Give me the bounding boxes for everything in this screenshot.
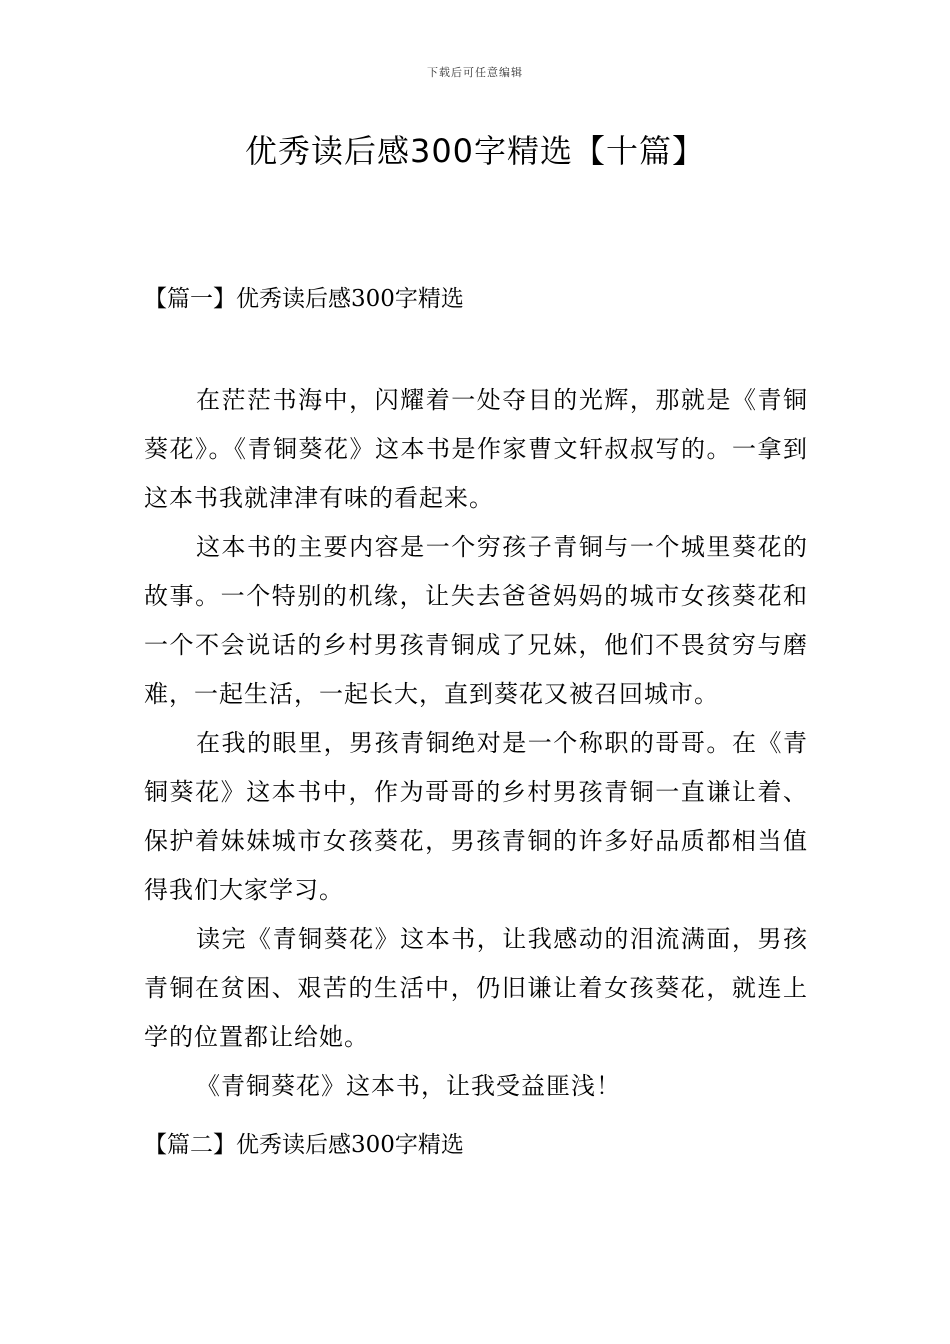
document-title: 优秀读后感300字精选【十篇】	[244, 132, 706, 170]
paragraph-3: 在我的眼里，男孩青铜绝对是一个称职的哥哥。在《青铜葵花》这本书中，作为哥哥的乡村男孩青铜一直谦让着、保护着妹妹城市女孩葵花，男孩青铜的许多好品质都相当值得我们大家学习。	[144, 729, 808, 904]
paragraph-2: 这本书的主要内容是一个穷孩子青铜与一个城里葵花的故事。一个特别的机缘，让失去爸爸妈妈的城市女孩葵花和一个不会说话的乡村男孩青铜成了兄妹，他们不畏贫穷与磨难，一起生活，一起长大，直到葵花又被召回城市。	[144, 533, 808, 708]
paragraph-5: 《青铜葵花》这本书，让我受益匪浅！	[196, 1072, 621, 1100]
header-note: 下载后可任意编辑	[427, 66, 523, 79]
section-heading-2: 【篇二】优秀读后感300字精选	[144, 1132, 464, 1158]
section-1-body	[144, 376, 808, 1111]
paragraph-1: 在茫茫书海中，闪耀着一处夺目的光辉，那就是《青铜葵花》。《青铜葵花》这本书是作家曹文轩叔叔写的。一拿到这本书我就津津有味的看起来。	[144, 386, 808, 512]
section-heading-1: 【篇一】优秀读后感300字精选	[144, 286, 464, 312]
paragraph-4: 读完《青铜葵花》这本书，让我感动的泪流满面，男孩青铜在贫困、艰苦的生活中，仍旧谦让着女孩葵花，就连上学的位置都让给她。	[144, 925, 808, 1051]
